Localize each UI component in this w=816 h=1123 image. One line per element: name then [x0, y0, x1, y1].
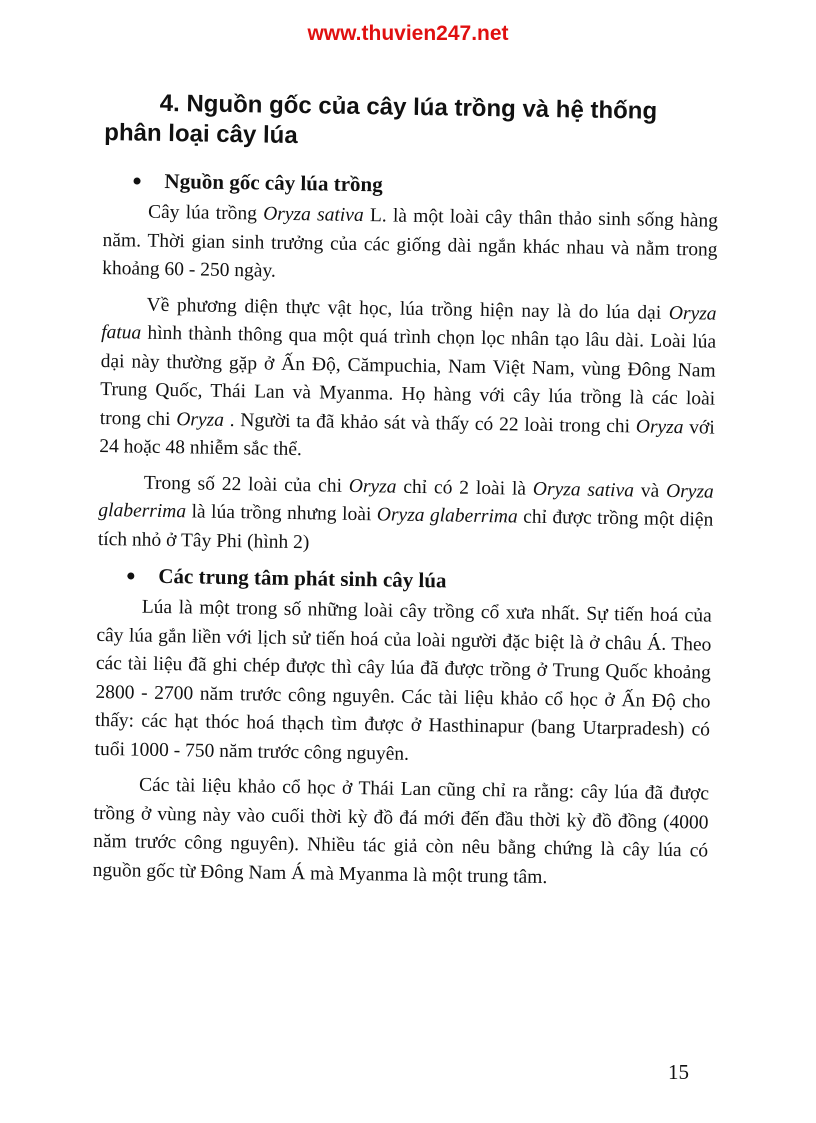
paragraph: Về phương diện thực vật học, lúa trồng hiện nay là do lúa dại Oryza fatua hình thành thông qua một quá trình chọn lọc nhân tạo lâu dài. Loài lúa dại này thường gặp ở Ấn Độ, Cămpuchia, Nam Việt Nam, vùng Đông Nam Trung Quốc, Thái Lan và Myanma. Họ hàng với cây lúa trồng là các loài trong chi Oryza . Người ta đã khảo sát và thấy có 22 loài trong chi Oryza với 24 hoặc 48 nhiễm sắc thể. — [99, 294, 717, 461]
section-heading-origin — [133, 166, 718, 203]
paragraph: Lúa là một trong số những loài cây trồng cổ xưa nhất. Sự tiến hoá của cây lúa gắn liền với lịch sử tiến hoá của loài người đặc biệt là ở châu Á. Theo các tài liệu đã ghi chép được thì cây lúa đã được trồng ở Trung Quốc khoảng 2800 - 2700 năm trước công nguyên. Các tài liệu khảo cổ học ở Ấn Độ cho thấy: các hạt thóc hoá thạch tìm được ở Hasthinapur (bang Utarpradesh) có tuổi 1000 - 750 năm trước công nguyên. — [94, 596, 712, 765]
section-heading-origin-text: Nguồn gốc cây lúa trồng — [164, 168, 383, 197]
chapter-title: 4. Nguồn gốc của cây lúa trồng và hệ thống phân loại cây lúa — [104, 89, 658, 150]
genus-name: Oryza — [176, 408, 225, 431]
species-name: Oryza sativa — [532, 478, 635, 501]
page-number: 15 — [668, 1060, 689, 1084]
watermark: www.thuvien247.net — [307, 22, 509, 45]
paragraph: Các tài liệu khảo cổ học ở Thái Lan cũng chỉ ra rằng: cây lúa đã được trồng ở vùng này vào cuối thời kỳ đồ đá mới đến đầu thời kỳ đồ đồng (4000 năm trước công nguyên). Nhiều tác giả còn nêu bằng chứng là cây lúa có nguồn gốc từ Đông Nam Á mà Myanma là một trung tâm. — [92, 774, 710, 888]
section-heading-centers-text: Các trung tâm phát sinh cây lúa — [158, 563, 447, 593]
paragraph: Cây lúa trồng Oryza sativa L. là một loài cây thân thảo sinh sống hàng năm. Thời gian sinh trưởng của các giống dài ngắn khác nhau và nằm trong khoảng 60 - 250 ngày. — [101, 201, 719, 282]
species-name: Oryza sativa — [263, 203, 364, 227]
page-body — [92, 88, 720, 902]
paragraph: Trong số 22 loài của chi Oryza chỉ có 2 loài là Oryza sativa và Oryza glaberrima là lúa trồng nhưng loài Oryza glaberrima chỉ được trồng một diện tích nhỏ ở Tây Phi (hình 2) — [97, 472, 714, 553]
species-name: Oryza glaberrima — [98, 480, 714, 523]
bullet-icon — [127, 572, 134, 579]
species-name: Oryza glaberrima — [376, 504, 518, 528]
species-name: Oryza fatua — [100, 302, 717, 344]
genus-name: Oryza — [635, 415, 684, 438]
section-heading-centers — [127, 561, 712, 598]
genus-name: Oryza — [348, 475, 397, 498]
bullet-icon — [133, 177, 140, 184]
